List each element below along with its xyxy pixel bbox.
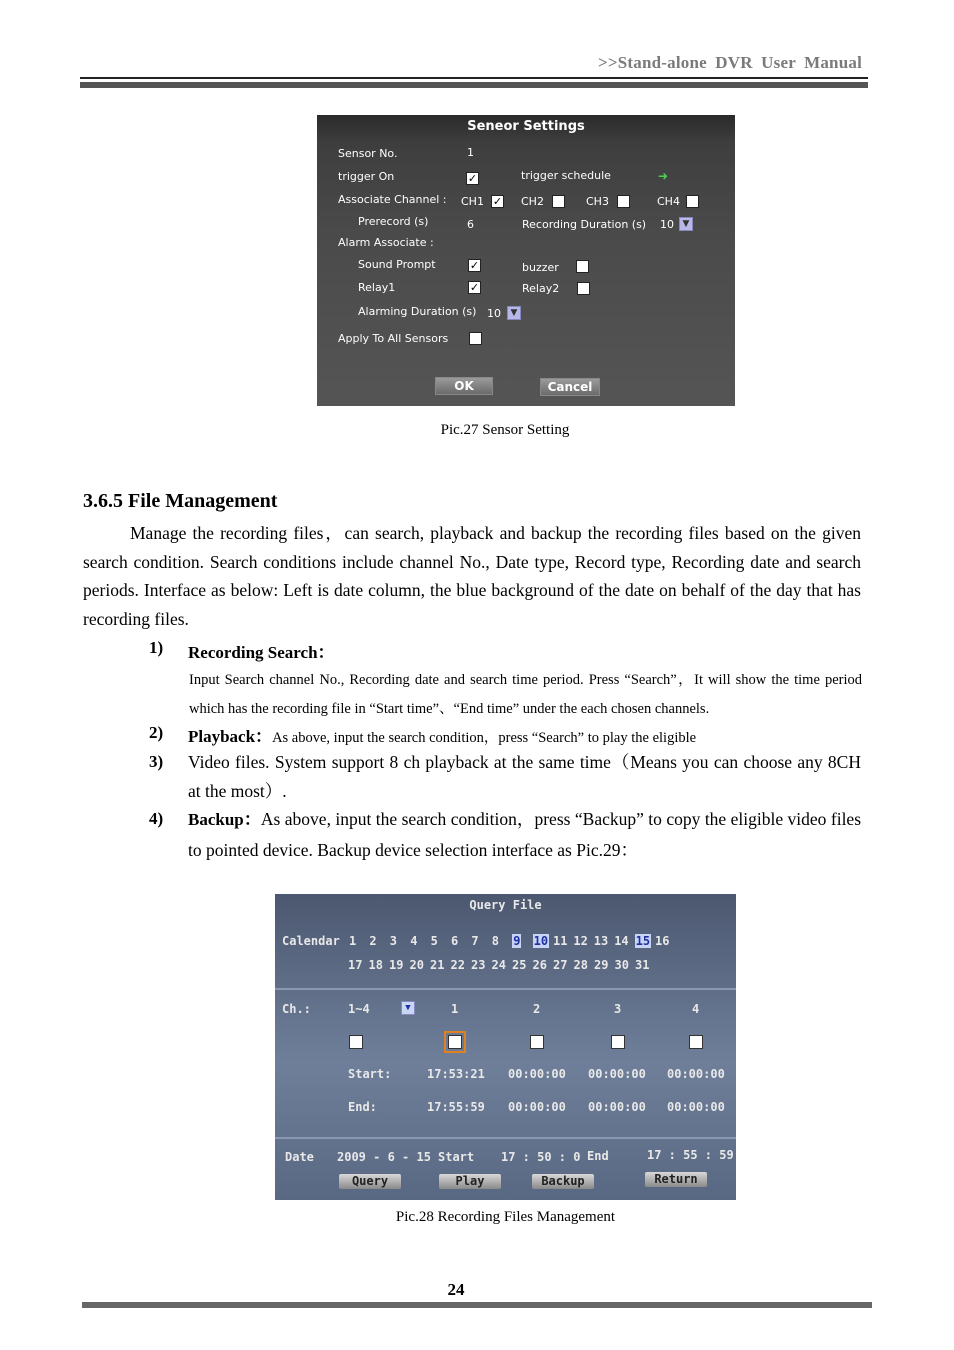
item-1-number: 1) bbox=[149, 638, 164, 657]
channel-all-checkbox[interactable] bbox=[349, 1035, 363, 1049]
channel-range[interactable]: 1~4 bbox=[348, 1002, 370, 1016]
calendar-day[interactable]: 6 bbox=[451, 934, 459, 948]
end-time-ch2: 00:00:00 bbox=[508, 1100, 566, 1114]
channel-3-checkbox[interactable] bbox=[611, 1035, 625, 1049]
prerecord-label: Prerecord (s) bbox=[358, 215, 429, 228]
caption-pic27: Pic.27 Sensor Setting bbox=[440, 422, 570, 438]
alarming-duration-dropdown-icon[interactable]: ▼ bbox=[507, 306, 521, 320]
calendar-day[interactable]: 15 bbox=[635, 934, 651, 948]
channel-4-checkbox[interactable] bbox=[689, 1035, 703, 1049]
calendar-day[interactable]: 3 bbox=[389, 934, 398, 948]
section-paragraph bbox=[83, 519, 861, 634]
apply-all-checkbox[interactable] bbox=[469, 332, 482, 345]
alarming-duration-label: Alarming Duration (s) bbox=[358, 305, 477, 318]
channel-1-label: 1 bbox=[451, 1002, 459, 1016]
calendar-day[interactable]: 30 bbox=[614, 958, 629, 972]
page-number: 24 bbox=[447, 1280, 465, 1299]
ch4-checkbox[interactable] bbox=[686, 195, 699, 208]
calendar-day[interactable]: 7 bbox=[471, 934, 479, 948]
item-3-text: Video files. System support 8 ch playback at the same time（Means you can choose any 8CH at the most）. bbox=[188, 752, 861, 801]
item-2-line bbox=[188, 722, 696, 747]
recording-duration-dropdown-icon[interactable]: ▼ bbox=[679, 217, 693, 231]
sound-prompt-label: Sound Prompt bbox=[358, 258, 436, 271]
calendar-day[interactable]: 18 bbox=[368, 958, 383, 972]
relay2-label: Relay2 bbox=[522, 282, 560, 295]
end-time-ch1: 17:55:59 bbox=[427, 1100, 485, 1114]
query-button[interactable]: Query bbox=[339, 1174, 401, 1189]
play-button[interactable]: Play bbox=[439, 1174, 501, 1189]
calendar-day[interactable]: 16 bbox=[655, 934, 670, 948]
calendar-day[interactable]: 25 bbox=[512, 958, 527, 972]
apply-all-label: Apply To All Sensors bbox=[338, 332, 449, 345]
channel-range-dropdown-icon[interactable]: ▼ bbox=[401, 1001, 415, 1015]
recording-duration-label: Recording Duration (s) bbox=[522, 218, 647, 231]
item-4-text: As above, input the search condition，press “Backup” to copy the eligible video files to pointed device. Backup device selection interface as Pic.29： bbox=[188, 809, 862, 860]
calendar-day[interactable]: 13 bbox=[593, 934, 609, 948]
calendar-day[interactable]: 12 bbox=[573, 934, 588, 948]
calendar-day[interactable]: 21 bbox=[430, 958, 445, 972]
channel-3-label: 3 bbox=[614, 1002, 622, 1016]
item-2-text: As above, input the search condition，press “Search” to play the eligible bbox=[272, 730, 697, 746]
search-start-label: Start bbox=[438, 1150, 475, 1164]
calendar-day[interactable]: 22 bbox=[450, 958, 465, 972]
alarm-associate-label: Alarm Associate : bbox=[338, 236, 434, 249]
search-start-value[interactable]: 17 : 50 : 0 bbox=[501, 1150, 581, 1164]
return-button[interactable]: Return bbox=[645, 1172, 707, 1187]
calendar-day[interactable]: 23 bbox=[471, 958, 486, 972]
schedule-arrow-icon[interactable]: ➜ bbox=[658, 169, 669, 183]
item-2-title: Playback： bbox=[188, 727, 273, 746]
trigger-schedule-label: trigger schedule bbox=[521, 169, 611, 182]
item-1-title: Recording Search： bbox=[188, 643, 335, 662]
calendar-day[interactable]: 4 bbox=[410, 934, 418, 948]
buzzer-checkbox[interactable] bbox=[576, 260, 589, 273]
section-heading: 3.6.5 File Management bbox=[83, 490, 278, 512]
associate-channel-label: Associate Channel : bbox=[338, 193, 447, 206]
calendar-day[interactable]: 29 bbox=[594, 958, 609, 972]
paragraph-text: Manage the recording files，can search, playback and backup the recording files based on the given search condition. Search conditions include channel No., Date type, Record type, Recording date and search periods. Interface as below: Left is date column, the blue background of the date on behalf of the day that has recording files. bbox=[83, 523, 861, 630]
item-1-text: Input Search channel No., Recording date and search time period. Press “Search”，It will show the time period which has the recording file in “Start time”、“End time” under the each chosen channels. bbox=[189, 672, 862, 717]
ch1-checkbox[interactable]: ✓ bbox=[492, 195, 503, 208]
item-4-number: 4) bbox=[149, 809, 164, 828]
backup-button[interactable]: Backup bbox=[532, 1174, 594, 1189]
recording-duration-value[interactable]: 10 bbox=[660, 218, 674, 231]
item-4-block bbox=[188, 805, 861, 866]
search-end-value[interactable]: 17 : 55 : 59 bbox=[647, 1148, 734, 1162]
trigger-on-label: trigger On bbox=[338, 170, 395, 183]
query-file-title: Query File bbox=[469, 898, 542, 912]
relay1-checkbox[interactable]: ✓ bbox=[469, 281, 480, 294]
start-time-ch3: 00:00:00 bbox=[588, 1067, 646, 1081]
date-value[interactable]: 2009 - 6 - 15 bbox=[337, 1150, 431, 1164]
divider-bottom bbox=[275, 1137, 736, 1139]
calendar-day[interactable]: 5 bbox=[430, 934, 438, 948]
manual-header-title: >>Stand-alone DVR User Manual bbox=[597, 53, 862, 72]
caption-pic28: Pic.28 Recording Files Management bbox=[395, 1209, 616, 1225]
query-file-screen bbox=[275, 894, 736, 1200]
channel-1-checkbox[interactable] bbox=[448, 1035, 462, 1049]
calendar-day[interactable]: 24 bbox=[491, 958, 506, 972]
ch3-label: CH3 bbox=[586, 195, 609, 208]
cancel-button[interactable]: Cancel bbox=[540, 378, 600, 396]
calendar-day[interactable]: 26 bbox=[532, 958, 547, 972]
header-rule-thin bbox=[80, 77, 868, 79]
prerecord-value[interactable]: 6 bbox=[467, 218, 474, 231]
calendar-day[interactable]: 27 bbox=[553, 958, 568, 972]
calendar-day[interactable]: 17 bbox=[348, 958, 363, 972]
footer-rule bbox=[82, 1302, 872, 1308]
start-time-ch4: 00:00:00 bbox=[667, 1067, 725, 1081]
calendar-label: Calendar bbox=[282, 934, 340, 948]
search-end-label: End bbox=[587, 1149, 609, 1163]
calendar-day[interactable]: 10 bbox=[533, 934, 549, 948]
date-label: Date bbox=[285, 1150, 314, 1164]
calendar-day[interactable]: 31 bbox=[635, 958, 650, 972]
calendar-day[interactable]: 2 bbox=[369, 934, 377, 948]
start-time-ch1: 17:53:21 bbox=[427, 1067, 485, 1081]
end-time-ch4: 00:00:00 bbox=[667, 1100, 725, 1114]
channel-label: Ch.: bbox=[282, 1002, 311, 1016]
trigger-on-checkbox[interactable]: ✓ bbox=[467, 172, 478, 185]
buzzer-label: buzzer bbox=[522, 261, 559, 274]
item-2-number: 2) bbox=[149, 723, 164, 742]
relay2-checkbox[interactable] bbox=[577, 282, 590, 295]
sensor-settings-title: Seneor Settings bbox=[317, 115, 735, 140]
calendar-day[interactable]: 14 bbox=[614, 934, 629, 948]
ch3-checkbox[interactable] bbox=[617, 195, 630, 208]
channel-2-label: 2 bbox=[533, 1002, 541, 1016]
calendar-day[interactable]: 9 bbox=[513, 934, 521, 948]
calendar-day[interactable]: 1 bbox=[349, 934, 357, 948]
sensor-settings-screen bbox=[317, 115, 735, 406]
relay1-label: Relay1 bbox=[358, 281, 396, 294]
sound-prompt-checkbox[interactable]: ✓ bbox=[469, 259, 480, 272]
channel-2-checkbox[interactable] bbox=[530, 1035, 544, 1049]
divider-top bbox=[275, 988, 736, 990]
channel-4-label: 4 bbox=[692, 1002, 700, 1016]
ch4-label: CH4 bbox=[657, 195, 680, 208]
calendar-day[interactable]: 11 bbox=[553, 934, 568, 948]
calendar-day[interactable]: 28 bbox=[573, 958, 588, 972]
start-time-ch2: 00:00:00 bbox=[508, 1067, 566, 1081]
item-4-title: Backup： bbox=[188, 810, 261, 829]
end-label: End: bbox=[348, 1100, 377, 1114]
item-3-number: 3) bbox=[149, 752, 164, 771]
calendar-day[interactable]: 19 bbox=[389, 958, 404, 972]
ok-button[interactable]: OK bbox=[435, 377, 493, 395]
ch1-label: CH1 bbox=[461, 195, 484, 208]
alarming-duration-value[interactable]: 10 bbox=[487, 307, 501, 320]
sensor-no-label: Sensor No. bbox=[338, 147, 398, 160]
sensor-no-value[interactable]: 1 bbox=[467, 146, 474, 159]
ch2-label: CH2 bbox=[521, 195, 544, 208]
header-rule-thick bbox=[80, 82, 868, 88]
calendar-day[interactable]: 8 bbox=[491, 934, 500, 948]
ch2-checkbox[interactable] bbox=[552, 195, 565, 208]
calendar-day[interactable]: 20 bbox=[409, 958, 424, 972]
end-time-ch3: 00:00:00 bbox=[588, 1100, 646, 1114]
start-label: Start: bbox=[348, 1067, 392, 1081]
